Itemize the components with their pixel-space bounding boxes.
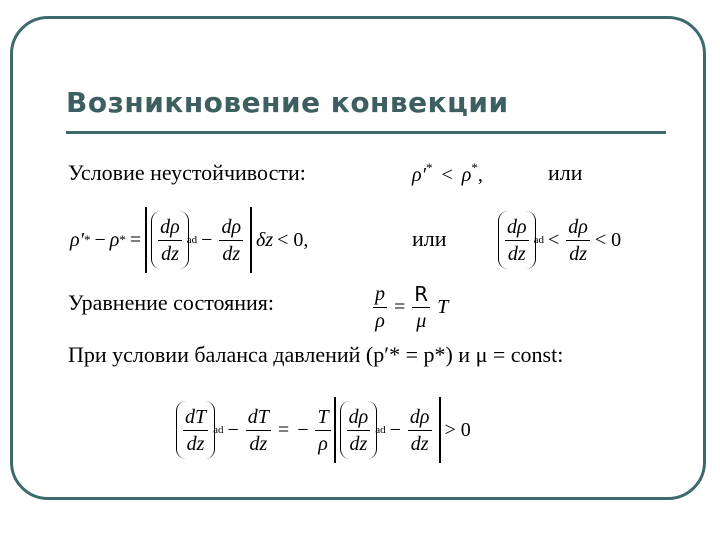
state-label: Уравнение состояния:: [68, 290, 275, 315]
expanded-inequality: ρ′ * − ρ * = $\frac{d\rho}{dz}$ ad − $\frac{d\rho}{dz}$ δz < 0,: [70, 206, 308, 274]
convection-criterion: $\frac{dT}{dz}$ ad − $\frac{dT}{dz}$ = − $\frac{T}{\rho}$ $\frac{d\rho}{dz}$ ad − $\frac{d\rho}{dz}$ > 0: [176, 396, 471, 464]
balance-text: При условии баланса давлений (p′* = p*) и μ = const:: [68, 342, 564, 367]
instability-label: Условие неустойчивости:: [68, 160, 306, 185]
or-label-1: или: [548, 160, 583, 185]
state-equation: $\frac{p}{\rho}$ = $\frac{R}{\mu}$ T: [375, 281, 449, 332]
slide-title: Возникновение конвекции: [66, 86, 509, 119]
instability-inequality: ρ′* < ρ*,: [412, 160, 483, 186]
gradient-inequality: $\frac{d\rho}{dz}$ ad < $\frac{d\rho}{dz}$ < 0: [498, 206, 621, 274]
title-underline: [66, 131, 666, 134]
or-label-2: или: [412, 226, 447, 251]
